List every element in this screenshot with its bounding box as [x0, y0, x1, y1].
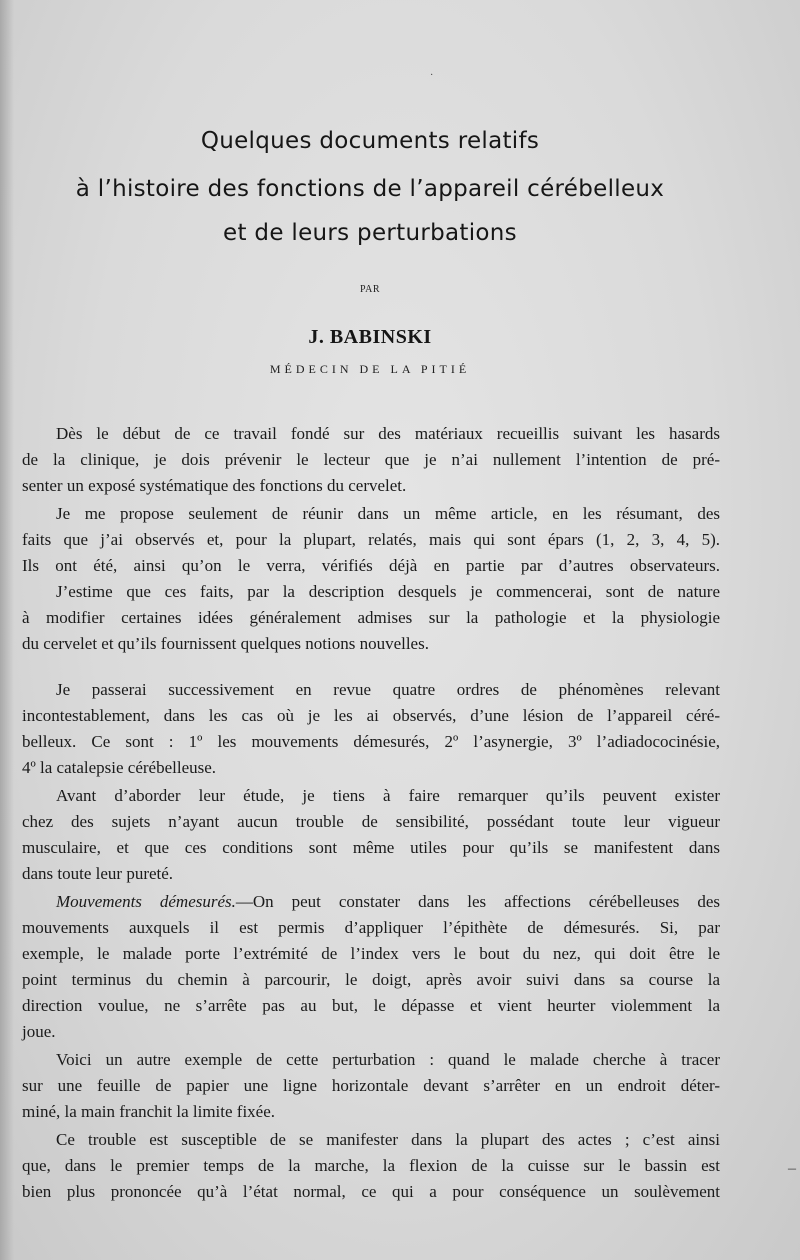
text-line: direction voulue, ne s’arrête pas au but, le dépasse et vient heurter violemment la	[22, 996, 720, 1015]
text-run: —On peut constater dans les affections cérébelleuses des	[235, 892, 720, 911]
text-line: faits que j’ai observés et, pour la plupart, relatés, mais qui sont épars (1, 2, 3, 4, 5).	[22, 530, 720, 549]
text-line: point terminus du chemin à parcourir, le doigt, après avoir suivi dans sa course la	[22, 970, 720, 989]
text-line: Dès le début de ce travail fondé sur des matériaux recueillis suivant les hasards	[56, 424, 720, 443]
text-line: bien plus prononcée qu’à l’état normal, ce qui a pour conséquence un soulèvement	[22, 1182, 720, 1201]
text-line: exemple, le malade porte l’extrémité de l’index vers le bout du nez, qui doit être le	[22, 944, 720, 963]
speck-mark: ·	[430, 70, 434, 81]
text-line: Ils ont été, ainsi qu’on le verra, vérifiés déjà en partie par d’autres observateurs.	[22, 556, 720, 575]
text-line: miné, la main franchit la limite fixée.	[22, 1102, 276, 1121]
margin-dash-mark: –	[788, 1160, 796, 1177]
text-line: J’estime que ces faits, par la description desquels je commencerai, sont de nature	[56, 582, 720, 601]
text-line: musculaire, et que ces conditions sont même utiles pour qu’ils se manifestent dans	[22, 838, 720, 857]
text-line: Ce trouble est susceptible de se manifester dans la plupart des actes ; c’est ainsi	[56, 1130, 720, 1149]
text-line: incontestablement, dans les cas où je les ai observés, d’une lésion de l’appareil céré-	[22, 706, 720, 725]
text-line: à modifier certaines idées généralement admises sur la pathologie et la physiologie	[22, 608, 720, 627]
text-line: de la clinique, je dois prévenir le lecteur que je n’ai nullement l’intention de pré-	[22, 450, 720, 469]
text-line: mouvements auxquels il est permis d’appliquer l’épithète de démesurés. Si, par	[22, 918, 720, 937]
text-line: Je me propose seulement de réunir dans un même article, en les résumant, des	[56, 504, 720, 523]
section-heading: Mouvements démesurés.	[56, 892, 236, 911]
text-line: sur une feuille de papier une ligne horizontale devant s’arrêter en un endroit déter-	[22, 1076, 720, 1095]
text-line-with-heading	[56, 892, 720, 912]
text-line: chez des sujets n’ayant aucun trouble de sensibilité, possédant toute leur vigueur	[22, 812, 720, 831]
text-line: Je passerai successivement en revue quatre ordres de phénomènes relevant	[56, 680, 720, 699]
title-line-3: et de leurs perturbations	[223, 220, 517, 246]
title-line-1: Quelques documents relatifs	[200, 128, 540, 154]
text-line: que, dans le premier temps de la marche, la flexion de la cuisse sur le bassin est	[22, 1156, 720, 1175]
par-label: PAR	[359, 284, 381, 295]
title-line-2: à l’histoire des fonctions de l’appareil cérébelleux	[75, 176, 665, 202]
author-affiliation: MÉDECIN DE LA PITIÉ	[269, 362, 471, 376]
text-line: dans toute leur pureté.	[22, 864, 174, 883]
text-line: joue.	[22, 1022, 56, 1041]
text-line: senter un exposé systématique des fonctions du cervelet.	[22, 476, 407, 495]
text-line: Voici un autre exemple de cette perturbation : quand le malade cherche à tracer	[56, 1050, 720, 1069]
text-line: du cervelet et qu’ils fournissent quelques notions nouvelles.	[22, 634, 429, 653]
text-line: belleux. Ce sont : 1º les mouvements démesurés, 2º l’asynergie, 3º l’adiadococinésie,	[22, 732, 720, 751]
text-line: 4º la catalepsie cérébelleuse.	[22, 758, 217, 777]
text-line: Avant d’aborder leur étude, je tiens à faire remarquer qu’ils peuvent exister	[56, 786, 720, 805]
author-name: J. BABINSKI	[308, 326, 432, 348]
